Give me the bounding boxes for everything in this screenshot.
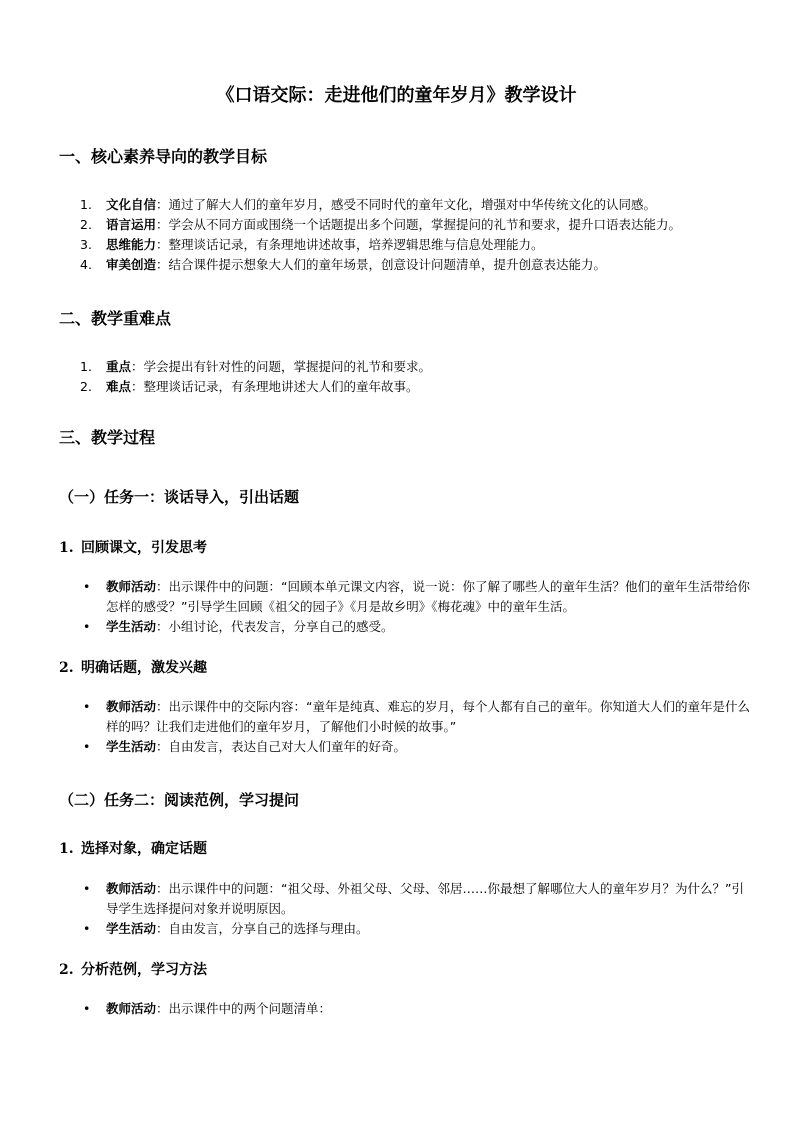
item-label: 思维能力 [106, 237, 157, 252]
item-label: 文化自信 [106, 197, 157, 212]
item-text: ：结合课件提示想象大人们的童年场景，创意设计问题清单，提升创意表达能力。 [156, 257, 607, 272]
list-item [0, 617, 793, 637]
item-label: 教师活动 [106, 881, 157, 896]
list-item [0, 215, 793, 235]
step-heading [59, 960, 207, 980]
bullet-icon: • [83, 1001, 91, 1016]
list-number: 4. [80, 257, 92, 272]
list-item [0, 697, 793, 737]
item-label: 学生活动 [106, 921, 157, 936]
objectives-list [0, 195, 793, 275]
item-label: 学生活动 [106, 739, 157, 754]
step-heading [59, 658, 207, 678]
list-item [0, 377, 793, 397]
document-title: 《口语交际：走进他们的童年岁月》教学设计 [216, 85, 577, 106]
section-heading-process: 三、教学过程 [59, 428, 156, 447]
item-text: ：自由发言，分享自己的选择与理由。 [156, 921, 369, 936]
item-text: ：自由发言，表达自己对大人们童年的好奇。 [156, 739, 407, 754]
list-item [0, 919, 793, 939]
item-label: 教师活动 [106, 579, 157, 594]
list-item [0, 737, 793, 757]
list-item [0, 999, 793, 1019]
step-number: 2. [59, 962, 74, 978]
item-label: 学生活动 [106, 619, 157, 634]
step-number: 1. [59, 540, 74, 556]
step-title: 回顾课文，引发思考 [81, 540, 207, 556]
step-title: 选择对象，确定话题 [81, 841, 207, 857]
task-heading-2: （二）任务二：阅读范例，学习提问 [59, 791, 300, 809]
item-text: ：小组讨论，代表发言，分享自己的感受。 [156, 619, 394, 634]
step-number: 2. [59, 660, 74, 676]
item-text: ：整理谈话记录，有条理地讲述大人们的童年故事。 [131, 379, 419, 394]
step-heading [59, 839, 207, 859]
bullet-icon: • [83, 881, 91, 896]
list-number: 3. [80, 237, 92, 252]
step-title: 分析范例，学习方法 [81, 962, 207, 978]
bullet-icon: • [83, 579, 91, 594]
list-item [0, 255, 793, 275]
bullet-icon: • [83, 699, 91, 714]
item-text: ：通过了解大人们的童年岁月，感受不同时代的童年文化，增强对中华传统文化的认同感。 [156, 197, 657, 212]
item-label: 语言运用 [106, 217, 157, 232]
list-item [0, 195, 793, 215]
list-item [0, 357, 793, 377]
item-text: ：出示课件中的问题：“回顾本单元课文内容，说一说：你了解了哪些人的童年生活？他们的童年生活带给你怎样的感受？”引导学生回顾《祖父的园子》《月是故乡明》《梅花魂》中的童年生活。 [106, 579, 750, 614]
item-label: 教师活动 [106, 1001, 157, 1016]
activity-list [0, 697, 793, 757]
item-text: ：学会从不同方面或围绕一个话题提出多个问题，掌握提问的礼节和要求，提升口语表达能力。 [156, 217, 682, 232]
activity-list [0, 879, 793, 939]
item-label: 审美创造 [106, 257, 157, 272]
task-heading-1: （一）任务一：谈话导入，引出话题 [59, 488, 300, 506]
list-item [0, 879, 793, 919]
section-heading-key-points: 二、教学重难点 [59, 309, 172, 328]
step-title: 明确话题，激发兴趣 [81, 660, 207, 676]
bullet-icon: • [83, 739, 91, 754]
item-text: ：出示课件中的交际内容：“童年是纯真、难忘的岁月，每个人都有自己的童年。你知道大人们的童年是什么样的吗？让我们走进他们的童年岁月，了解他们小时候的故事。” [106, 699, 750, 734]
item-text: ：出示课件中的两个问题清单： [156, 1001, 332, 1016]
item-label: 教师活动 [106, 699, 157, 714]
item-label: 重点 [106, 359, 132, 374]
bullet-icon: • [83, 921, 91, 936]
key-points-list [0, 357, 793, 397]
step-heading [59, 538, 207, 558]
list-item [0, 235, 793, 255]
bullet-icon: • [83, 619, 91, 634]
list-number: 1. [80, 359, 92, 374]
item-text: ：整理谈话记录，有条理地讲述故事，培养逻辑思维与信息处理能力。 [156, 237, 544, 252]
activity-list [0, 999, 793, 1019]
list-item [0, 577, 793, 617]
item-label: 难点 [106, 379, 132, 394]
activity-list [0, 577, 793, 637]
section-heading-objectives: 一、核心素养导向的教学目标 [59, 147, 268, 166]
list-number: 2. [80, 217, 92, 232]
item-text: ：出示课件中的问题：“祖父母、外祖父母、父母、邻居……你最想了解哪位大人的童年岁月？为什么？”引导学生选择提问对象并说明原因。 [106, 881, 744, 916]
item-text: ：学会提出有针对性的问题，掌握提问的礼节和要求。 [131, 359, 432, 374]
list-number: 2. [80, 379, 92, 394]
step-number: 1. [59, 841, 74, 857]
list-number: 1. [80, 197, 92, 212]
